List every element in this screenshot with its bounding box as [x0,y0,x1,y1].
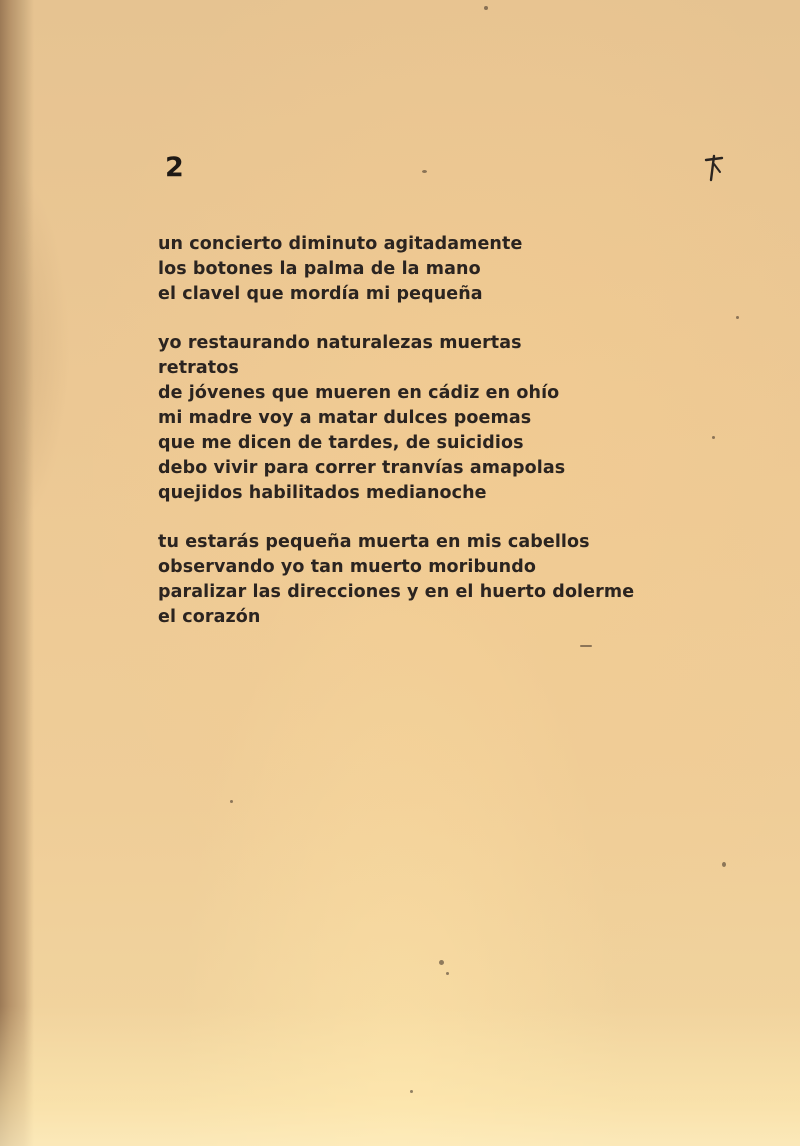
pencil-tick-icon [700,150,730,188]
paper-speck [722,862,726,867]
paper-speck [439,960,444,965]
paper-speck [712,436,715,439]
poem-line: yo restaurando naturalezas muertas [158,333,522,353]
poem-line: los botones la palma de la mano [158,259,481,279]
poem-line: un concierto diminuto agitadamente [158,234,523,254]
poem-line: paralizar las direcciones y en el huerto dolerme [158,582,635,602]
poem-line: debo vivir para correr tranvías amapolas [158,458,566,478]
paper-speck [410,1090,413,1093]
page-number: 2 [165,152,184,183]
poem-line: quejidos habilitados medianoche [158,483,487,503]
paper-speck [446,972,449,975]
stanza [158,530,658,630]
poem-line: retratos [158,358,239,378]
poem-line: tu estarás pequeña muerta en mis cabellos [158,532,590,552]
poem-line: el corazón [158,607,261,627]
paper-light-glare [0,1006,800,1146]
poem-line: mi madre voy a matar dulces poemas [158,408,532,428]
stanza [158,232,658,307]
stanza [158,331,658,506]
paper-stain [0,160,70,540]
poem-line: que me dicen de tardes, de suicidios [158,433,524,453]
poem-line: de jóvenes que mueren en cádiz en ohío [158,383,560,403]
poem-line: observando yo tan muerto moribundo [158,557,536,577]
poem-body [158,232,658,654]
paper-speck [230,800,233,803]
paper-speck [484,6,488,10]
paper-speck [736,316,739,319]
poem-line: el clavel que mordía mi pequeña [158,284,483,304]
paper-speck [422,170,427,173]
